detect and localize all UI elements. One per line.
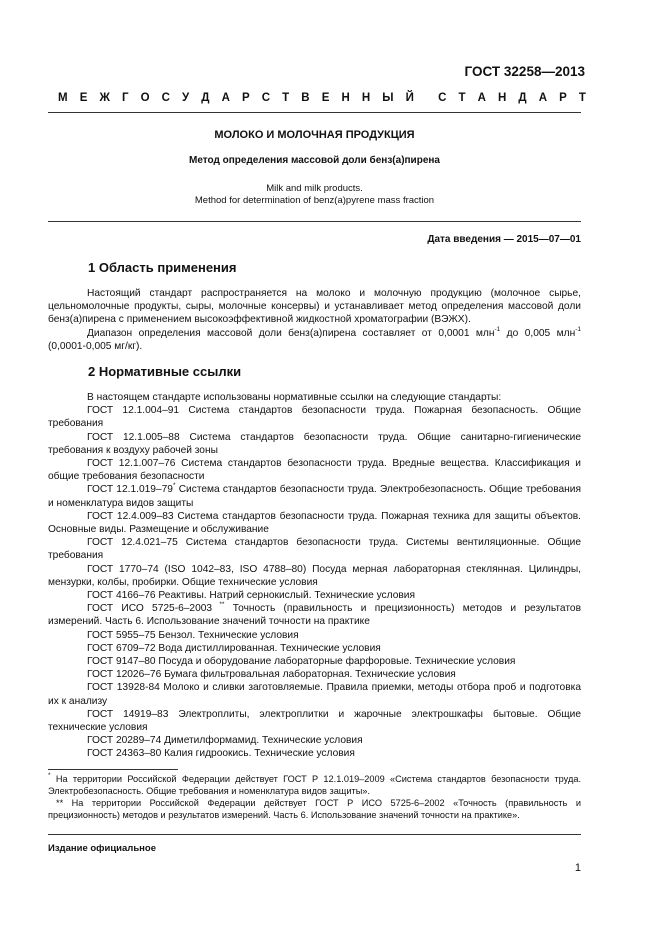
- english-title-line2: Method for determination of benz(a)pyrene mass fraction: [194, 195, 435, 206]
- footnote-rule: [48, 769, 178, 770]
- banner-letter: Н: [361, 92, 371, 104]
- banner-letter: В: [301, 92, 310, 104]
- title-rule: [48, 221, 581, 222]
- reference-item: ГОСТ 14919–83 Электроплиты, электроплитки и жарочные электрошкафы бытовые. Общие технические условия: [48, 708, 581, 734]
- footnote-2: ** На территории Российской Федерации действует ГОСТ Р ИСО 5725-6–2002 «Точность (правильность и прецизионность) методов и результатов измерений. Часть 6. Использование значений точности на практике».: [48, 798, 581, 820]
- english-title-line1: Milk and milk products.: [266, 183, 363, 194]
- reference-item: ГОСТ 5955–75 Бензол. Технические условия: [87, 629, 299, 641]
- reference-item: ГОСТ 9147–80 Посуда и оборудование лабораторные фарфоровые. Технические условия: [87, 656, 516, 668]
- header-rule: [48, 112, 581, 113]
- section2-body: [48, 391, 581, 761]
- introduction-date: [427, 234, 581, 245]
- banner-letter: Й: [405, 92, 414, 104]
- introduction-date-value: — 2015—07—01: [500, 234, 581, 245]
- banner-letter: А: [221, 92, 230, 104]
- banner-letter: У: [182, 92, 190, 104]
- introduction-date-label: Дата введения: [427, 234, 501, 245]
- reference-item: ГОСТ 1770–74 (ISO 1042–83, ISO 4788–80) Посуда мерная лабораторная стеклянная. Цилиндры, мензурки, колбы, пробирки. Общие технические условия: [48, 563, 581, 588]
- reference-item: ГОСТ 24363–80 Калия гидроокись. Технические условия: [87, 748, 355, 760]
- banner-letter: С: [261, 92, 271, 104]
- footnotes: [48, 773, 581, 821]
- banner-letter: С: [438, 92, 447, 104]
- banner-letter: Т: [578, 92, 586, 104]
- section1-body: [48, 287, 581, 353]
- reference-item: ГОСТ 6709–72 Вода дистиллированная. Технические условия: [87, 642, 381, 654]
- page-number: 1: [574, 862, 581, 874]
- reference-item: ГОСТ 12.1.004–91 Система стандартов безопасности труда. Пожарная безопасность. Общие требования: [48, 405, 581, 430]
- banner-letter: Н: [341, 92, 350, 104]
- banner-letter: Г: [121, 92, 129, 104]
- banner-letter: О: [140, 92, 150, 104]
- banner-letter: Ж: [99, 92, 110, 104]
- footnote-1: * На территории Российской Федерации действует ГОСТ Р 12.1.019–2009 «Система стандартов безопасности труда. Электробезопасность. Общие требования и номенклатура видов защиты».: [48, 772, 581, 796]
- edition-label: Издание официальное: [48, 843, 156, 854]
- reference-item: ГОСТ 12.1.019–79* Система стандартов безопасности труда. Электробезопасность. Общие требования и номенклатура видов защиты: [48, 482, 582, 509]
- reference-item: ГОСТ 20289–74 Диметилформамид. Технические условия: [87, 735, 363, 747]
- banner-letter: Р: [241, 92, 250, 104]
- standard-subtitle: Метод определения массовой доли бенз(а)пирена: [189, 155, 440, 166]
- banner-letter: Д: [201, 92, 210, 104]
- banner-letter: Т: [458, 92, 466, 104]
- banner-letter: Ы: [382, 92, 394, 104]
- footer-rule: [48, 834, 581, 835]
- reference-item: ГОСТ 4166–76 Реактивы. Натрий сернокислый. Технические условия: [87, 590, 415, 602]
- section1-paragraph2: Диапазон определения массовой доли бенз(а)пирена составляет от 0,0001 млн$^{-1}$ до 0,005 млн$^{-1}$ (0,0001-0,005 мг/кг).: [48, 325, 581, 352]
- section2-intro: В настоящем стандарте использованы нормативные ссылки на следующие стандарты:: [87, 392, 502, 403]
- banner-letter: М: [58, 92, 68, 104]
- reference-item: ГОСТ 12.4.021–75 Система стандартов безопасности труда. Системы вентиляционные. Общие требования: [48, 537, 581, 562]
- reference-item: ГОСТ 12.1.007–76 Система стандартов безопасности труда. Вредные вещества. Классификация и общие требования безопасности: [48, 458, 581, 483]
- reference-item: ГОСТ 12.1.005–88 Система стандартов безопасности труда. Общие санитарно-гигиенические требования к воздуху рабочей зоны: [48, 431, 581, 456]
- banner-letter: Е: [79, 92, 88, 104]
- banner-letter: С: [161, 92, 170, 104]
- banner-letter: А: [477, 92, 486, 104]
- reference-item: ГОСТ 13928-84 Молоко и сливки заготовляемые. Правила приемки, методы отбора проб и подготовка их к анализу: [48, 682, 581, 707]
- reference-item: ГОСТ ИСО 5725-6–2003 ** Точность (правильность и прецизионность) методов и результатов измерений. Часть 6. Использование значений точности на практике: [48, 601, 582, 628]
- interstate-standard-banner: [58, 92, 586, 104]
- document-code: ГОСТ 32258—2013: [464, 64, 585, 79]
- banner-letter: А: [538, 92, 548, 104]
- section1-paragraph1: Настоящий стандарт распространяется на молоко и молочную продукцию (молочное сырье, цельномолочные продукты, сыры, молочные консервы) и устанавливает метод определения массовой доли бенз(а)пирена с применением высокоэффективной жидкостной хроматографии (ВЭЖХ).: [48, 288, 581, 326]
- reference-item: ГОСТ 12026–76 Бумага фильтровальная лабораторная. Технические условия: [87, 669, 456, 681]
- banner-letter: Р: [559, 92, 567, 104]
- banner-letter: Д: [518, 92, 527, 104]
- section1-heading: 1 Область применения: [88, 260, 237, 275]
- banner-letter: Н: [498, 92, 507, 104]
- reference-item: ГОСТ 12.4.009–83 Система стандартов безопасности труда. Пожарная техника для защиты объектов. Основные виды. Размещение и обслуживание: [48, 510, 581, 536]
- standard-title: МОЛОКО И МОЛОЧНАЯ ПРОДУКЦИЯ: [214, 129, 415, 141]
- banner-letter: Е: [321, 92, 330, 104]
- banner-letter: Т: [282, 92, 290, 104]
- section2-heading: 2 Нормативные ссылки: [88, 364, 242, 379]
